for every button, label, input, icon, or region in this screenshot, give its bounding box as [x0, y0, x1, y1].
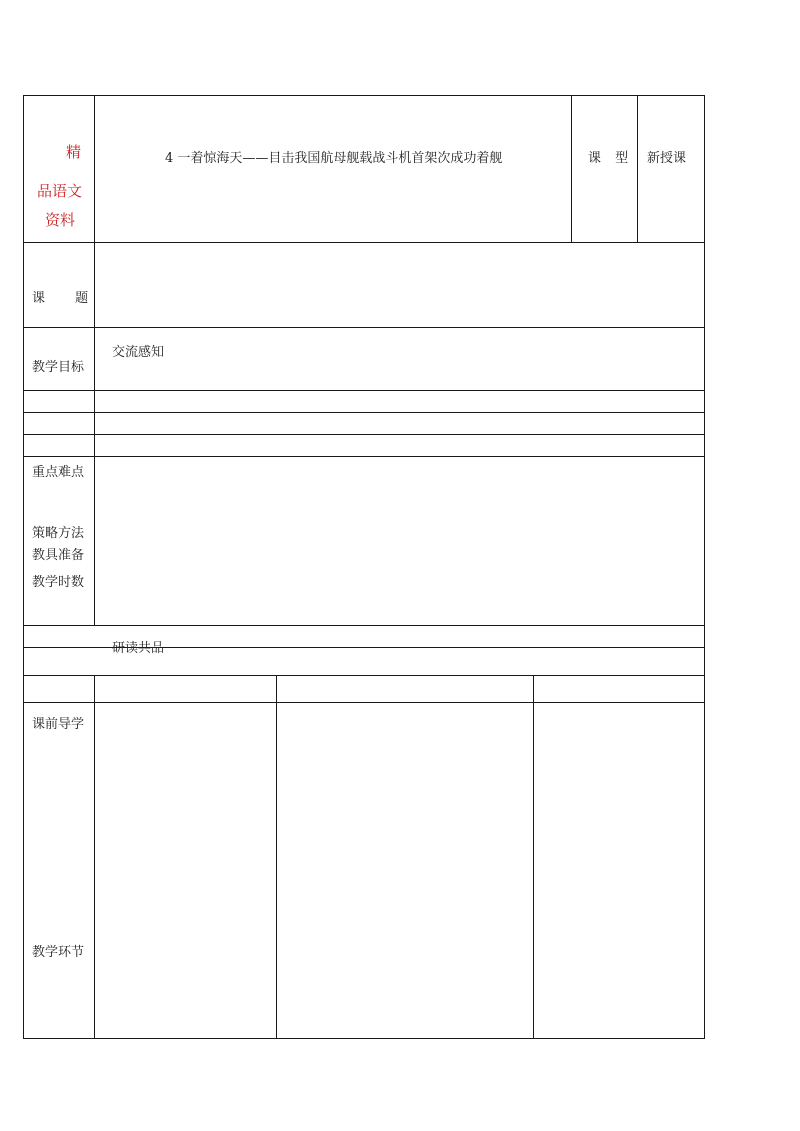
lesson-type-label: 课 型 — [588, 151, 629, 166]
strategy-label: 策略方法 — [32, 526, 85, 541]
table-border-bottom — [23, 1038, 705, 1039]
brand-text-line3: 资料 — [45, 211, 76, 229]
column-divider — [94, 675, 95, 1039]
column-divider — [571, 95, 572, 243]
row-divider — [23, 456, 705, 457]
key-points-label: 重点难点 — [32, 465, 85, 480]
study-text: 研读共品 — [112, 641, 165, 656]
table-border-top — [23, 95, 705, 96]
row-divider — [23, 675, 705, 676]
brand-text-line1: 精 — [66, 143, 82, 161]
row-divider — [23, 390, 705, 391]
objective-label: 教学目标 — [32, 360, 85, 375]
row-divider — [23, 702, 705, 703]
row-divider — [23, 625, 705, 626]
row-divider — [23, 327, 705, 328]
topic-label: 课 题 — [32, 291, 89, 306]
lesson-type-value: 新授课 — [647, 151, 687, 166]
column-divider — [276, 675, 277, 1039]
brand-text-line2: 品语文 — [37, 182, 83, 200]
materials-label: 教具准备 — [32, 548, 85, 563]
teaching-stages-label: 教学环节 — [32, 945, 85, 960]
preclass-label: 课前导学 — [32, 717, 85, 732]
table-border-right — [704, 95, 705, 1039]
teaching-hours-label: 教学时数 — [32, 575, 85, 590]
row-divider — [23, 242, 705, 243]
column-divider — [637, 95, 638, 243]
column-divider — [533, 675, 534, 1039]
row-divider — [23, 434, 705, 435]
row-divider — [23, 412, 705, 413]
lesson-title: 4 一着惊海天——目击我国航母舰载战斗机首架次成功着舰 — [165, 151, 503, 166]
column-divider — [94, 95, 95, 626]
objective-text: 交流感知 — [112, 345, 165, 360]
table-border-left — [23, 95, 24, 1039]
